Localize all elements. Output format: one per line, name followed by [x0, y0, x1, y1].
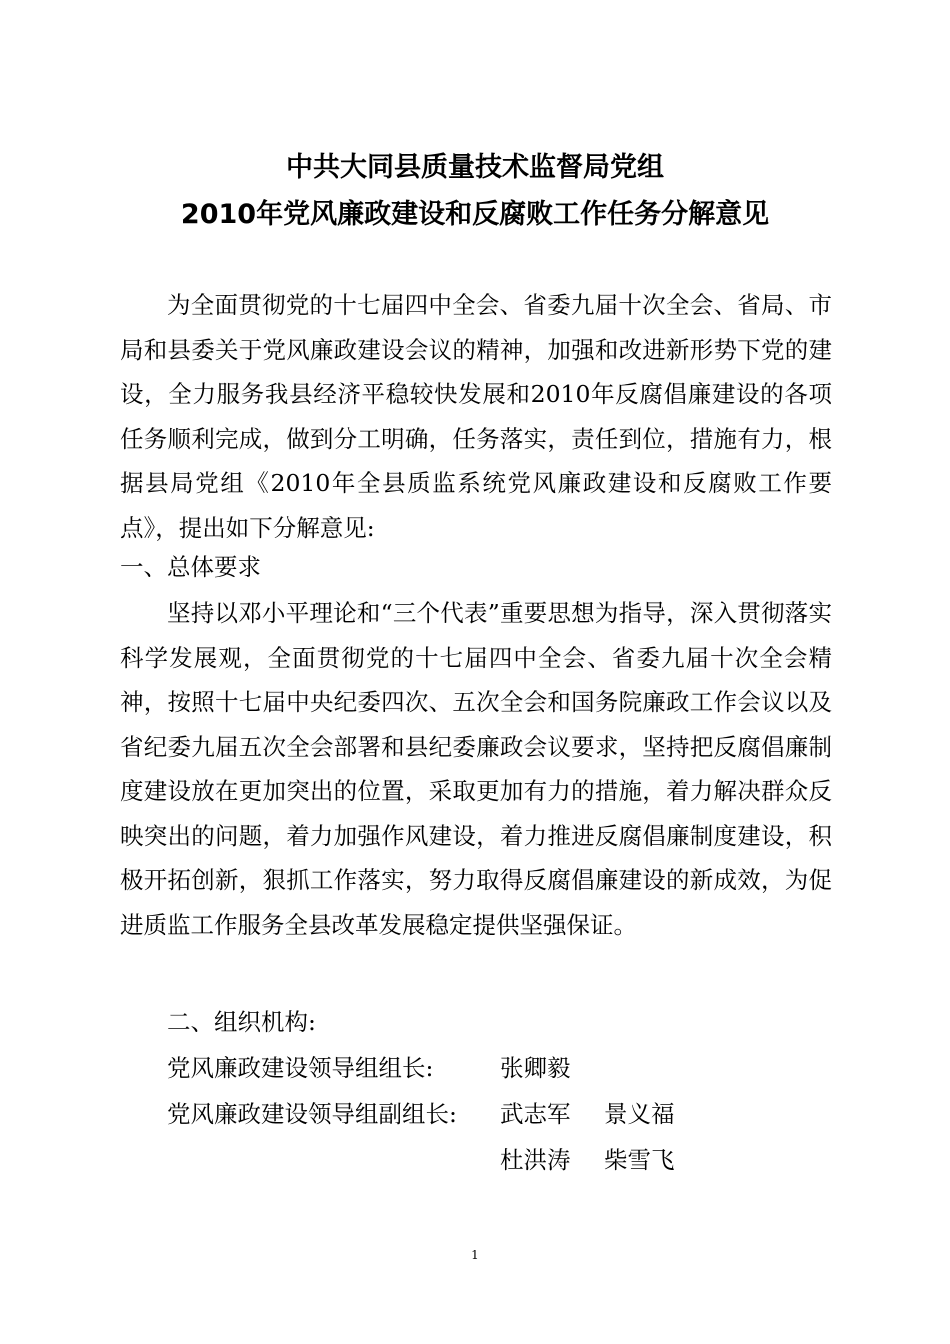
section-heading-overall-requirements: 一、总体要求 [120, 553, 261, 581]
section-heading-organization: 二、组织机构: [167, 1008, 316, 1036]
deputy-name: 武志军 [500, 1100, 571, 1128]
leader-name: 张卿毅 [500, 1054, 571, 1082]
deputy-name: 杜洪涛 [500, 1146, 571, 1174]
leader-label: 党风廉政建设领导组组长: [167, 1054, 434, 1082]
overall-requirements-paragraph: 坚持以邓小平理论和“三个代表”重要思想为指导，深入贯彻落实科学发展观，全面贯彻党的十七届四中全会、省委九届十次全会精神，按照十七届中央纪委四次、五次全会和国务院廉政工作会议以及省纪委九届五次全会部署和县纪委廉政会议要求，坚持把反腐倡廉制度建设放在更加突出的位置，采取更加有力的措施，着力解决群众反映突出的问题，着力加强作风建设，着力推进反腐倡廉制度建设，积极开拓创新，狠抓工作落实，努力取得反腐倡廉建设的新成效，为促进质监工作服务全县改革发展稳定提供坚强保证。 [120, 599, 832, 939]
document-title-line1: 中共大同县质量技术监督局党组 [286, 152, 664, 183]
page-number: 1 [471, 1248, 479, 1262]
deputy-leader-label: 党风廉政建设领导组副组长: [167, 1100, 457, 1128]
intro-paragraph: 为全面贯彻党的十七届四中全会、省委九届十次全会、省局、市局和县委关于党风廉政建设会议的精神，加强和改进新形势下党的建设，全力服务我县经济平稳较快发展和2010年反腐倡廉建设的各项任务顺利完成，做到分工明确，任务落实，责任到位，措施有力，根据县局党组《2010年全县质监系统党风廉政建设和反腐败工作要点》，提出如下分解意见: [120, 291, 832, 542]
deputy-name: 柴雪飞 [604, 1146, 675, 1174]
document-title-line2: 2010年党风廉政建设和反腐败工作任务分解意见 [180, 199, 770, 230]
deputy-name: 景义福 [604, 1100, 675, 1128]
